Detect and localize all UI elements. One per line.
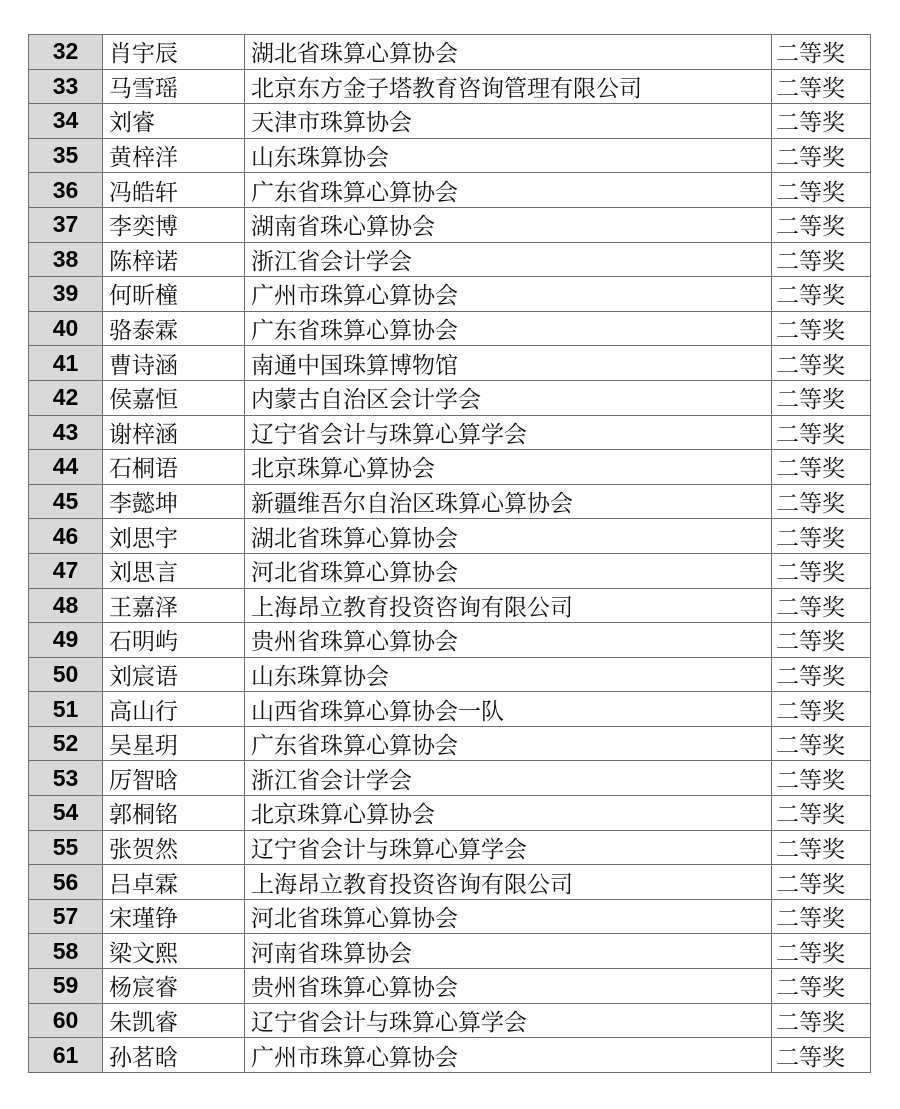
award-level: 二等奖 bbox=[772, 726, 871, 761]
organization-name: 北京珠算心算协会 bbox=[245, 796, 772, 831]
table-row bbox=[29, 173, 871, 208]
organization-name: 山西省珠算心算协会一队 bbox=[245, 692, 772, 727]
organization-name: 北京珠算心算协会 bbox=[245, 450, 772, 485]
award-level: 二等奖 bbox=[772, 934, 871, 969]
award-level: 二等奖 bbox=[772, 277, 871, 312]
rank-number: 38 bbox=[29, 242, 103, 277]
award-level: 二等奖 bbox=[772, 138, 871, 173]
winner-name: 孙茗晗 bbox=[103, 1038, 245, 1073]
rank-number: 45 bbox=[29, 484, 103, 519]
table-row bbox=[29, 934, 871, 969]
award-level: 二等奖 bbox=[772, 311, 871, 346]
winner-name: 王嘉泽 bbox=[103, 588, 245, 623]
organization-name: 新疆维吾尔自治区珠算心算协会 bbox=[245, 484, 772, 519]
organization-name: 内蒙古自治区会计学会 bbox=[245, 380, 772, 415]
table-row bbox=[29, 242, 871, 277]
rank-number: 32 bbox=[29, 35, 103, 70]
table-row bbox=[29, 553, 871, 588]
table-row bbox=[29, 969, 871, 1004]
organization-name: 河北省珠算心算协会 bbox=[245, 553, 772, 588]
rank-number: 47 bbox=[29, 553, 103, 588]
table-row bbox=[29, 450, 871, 485]
rank-number: 54 bbox=[29, 796, 103, 831]
organization-name: 湖南省珠心算协会 bbox=[245, 207, 772, 242]
organization-name: 北京东方金子塔教育咨询管理有限公司 bbox=[245, 69, 772, 104]
organization-name: 辽宁省会计与珠算心算学会 bbox=[245, 1003, 772, 1038]
organization-name: 辽宁省会计与珠算心算学会 bbox=[245, 415, 772, 450]
winner-name: 骆泰霖 bbox=[103, 311, 245, 346]
award-level: 二等奖 bbox=[772, 35, 871, 70]
winner-name: 朱凯睿 bbox=[103, 1003, 245, 1038]
organization-name: 湖北省珠算心算协会 bbox=[245, 35, 772, 70]
winner-name: 李懿坤 bbox=[103, 484, 245, 519]
organization-name: 广东省珠算心算协会 bbox=[245, 311, 772, 346]
award-level: 二等奖 bbox=[772, 623, 871, 658]
table-row bbox=[29, 104, 871, 139]
award-level: 二等奖 bbox=[772, 69, 871, 104]
award-level: 二等奖 bbox=[772, 346, 871, 381]
winner-name: 陈梓诺 bbox=[103, 242, 245, 277]
organization-name: 贵州省珠算心算协会 bbox=[245, 969, 772, 1004]
organization-name: 天津市珠算协会 bbox=[245, 104, 772, 139]
rank-number: 36 bbox=[29, 173, 103, 208]
award-level: 二等奖 bbox=[772, 657, 871, 692]
rank-number: 41 bbox=[29, 346, 103, 381]
organization-name: 山东珠算协会 bbox=[245, 138, 772, 173]
table-row bbox=[29, 588, 871, 623]
winner-name: 石桐语 bbox=[103, 450, 245, 485]
award-level: 二等奖 bbox=[772, 899, 871, 934]
winner-name: 黄梓洋 bbox=[103, 138, 245, 173]
organization-name: 广州市珠算心算协会 bbox=[245, 1038, 772, 1073]
organization-name: 湖北省珠算心算协会 bbox=[245, 519, 772, 554]
table-row bbox=[29, 519, 871, 554]
rank-number: 50 bbox=[29, 657, 103, 692]
table-row bbox=[29, 657, 871, 692]
rank-number: 39 bbox=[29, 277, 103, 312]
award-level: 二等奖 bbox=[772, 415, 871, 450]
winner-name: 侯嘉恒 bbox=[103, 380, 245, 415]
table-row bbox=[29, 1038, 871, 1073]
rank-number: 33 bbox=[29, 69, 103, 104]
organization-name: 河北省珠算心算协会 bbox=[245, 899, 772, 934]
organization-name: 广州市珠算心算协会 bbox=[245, 277, 772, 312]
organization-name: 浙江省会计学会 bbox=[245, 761, 772, 796]
award-level: 二等奖 bbox=[772, 761, 871, 796]
winner-name: 厉智晗 bbox=[103, 761, 245, 796]
winner-name: 杨宸睿 bbox=[103, 969, 245, 1004]
table-row bbox=[29, 69, 871, 104]
award-level: 二等奖 bbox=[772, 553, 871, 588]
rank-number: 51 bbox=[29, 692, 103, 727]
rank-number: 59 bbox=[29, 969, 103, 1004]
table-row bbox=[29, 380, 871, 415]
winner-name: 刘宸语 bbox=[103, 657, 245, 692]
organization-name: 山东珠算协会 bbox=[245, 657, 772, 692]
table-row bbox=[29, 865, 871, 900]
winner-name: 刘睿 bbox=[103, 104, 245, 139]
table-row bbox=[29, 761, 871, 796]
winner-name: 石明屿 bbox=[103, 623, 245, 658]
rank-number: 43 bbox=[29, 415, 103, 450]
table-row bbox=[29, 138, 871, 173]
award-level: 二等奖 bbox=[772, 830, 871, 865]
winner-name: 冯皓轩 bbox=[103, 173, 245, 208]
award-level: 二等奖 bbox=[772, 1038, 871, 1073]
award-level: 二等奖 bbox=[772, 484, 871, 519]
rank-number: 49 bbox=[29, 623, 103, 658]
award-level: 二等奖 bbox=[772, 173, 871, 208]
rank-number: 46 bbox=[29, 519, 103, 554]
award-table bbox=[28, 34, 871, 1073]
organization-name: 上海昂立教育投资咨询有限公司 bbox=[245, 588, 772, 623]
rank-number: 40 bbox=[29, 311, 103, 346]
winner-name: 刘思宇 bbox=[103, 519, 245, 554]
rank-number: 60 bbox=[29, 1003, 103, 1038]
rank-number: 42 bbox=[29, 380, 103, 415]
organization-name: 广东省珠算心算协会 bbox=[245, 173, 772, 208]
winner-name: 宋瑾铮 bbox=[103, 899, 245, 934]
table-row bbox=[29, 415, 871, 450]
organization-name: 南通中国珠算博物馆 bbox=[245, 346, 772, 381]
table-row bbox=[29, 796, 871, 831]
organization-name: 广东省珠算心算协会 bbox=[245, 726, 772, 761]
winner-name: 刘思言 bbox=[103, 553, 245, 588]
table-row bbox=[29, 830, 871, 865]
award-level: 二等奖 bbox=[772, 207, 871, 242]
award-level: 二等奖 bbox=[772, 380, 871, 415]
table-row bbox=[29, 311, 871, 346]
winner-name: 肖宇辰 bbox=[103, 35, 245, 70]
rank-number: 35 bbox=[29, 138, 103, 173]
table-row bbox=[29, 692, 871, 727]
award-level: 二等奖 bbox=[772, 104, 871, 139]
table-row bbox=[29, 207, 871, 242]
winner-name: 马雪瑶 bbox=[103, 69, 245, 104]
award-level: 二等奖 bbox=[772, 242, 871, 277]
award-level: 二等奖 bbox=[772, 1003, 871, 1038]
organization-name: 河南省珠算协会 bbox=[245, 934, 772, 969]
winner-name: 高山行 bbox=[103, 692, 245, 727]
table-row bbox=[29, 346, 871, 381]
award-level: 二等奖 bbox=[772, 450, 871, 485]
award-level: 二等奖 bbox=[772, 519, 871, 554]
award-table-body bbox=[29, 35, 871, 1073]
table-row bbox=[29, 1003, 871, 1038]
rank-number: 58 bbox=[29, 934, 103, 969]
organization-name: 上海昂立教育投资咨询有限公司 bbox=[245, 865, 772, 900]
rank-number: 37 bbox=[29, 207, 103, 242]
rank-number: 61 bbox=[29, 1038, 103, 1073]
organization-name: 辽宁省会计与珠算心算学会 bbox=[245, 830, 772, 865]
rank-number: 34 bbox=[29, 104, 103, 139]
table-row bbox=[29, 623, 871, 658]
table-row bbox=[29, 277, 871, 312]
rank-number: 57 bbox=[29, 899, 103, 934]
organization-name: 贵州省珠算心算协会 bbox=[245, 623, 772, 658]
winner-name: 郭桐铭 bbox=[103, 796, 245, 831]
winner-name: 何昕橦 bbox=[103, 277, 245, 312]
table-row bbox=[29, 726, 871, 761]
award-level: 二等奖 bbox=[772, 588, 871, 623]
winner-name: 张贺然 bbox=[103, 830, 245, 865]
winner-name: 曹诗涵 bbox=[103, 346, 245, 381]
table-row bbox=[29, 484, 871, 519]
organization-name: 浙江省会计学会 bbox=[245, 242, 772, 277]
winner-name: 梁文熙 bbox=[103, 934, 245, 969]
winner-name: 谢梓涵 bbox=[103, 415, 245, 450]
rank-number: 48 bbox=[29, 588, 103, 623]
award-level: 二等奖 bbox=[772, 969, 871, 1004]
winner-name: 吴星玥 bbox=[103, 726, 245, 761]
table-row bbox=[29, 35, 871, 70]
rank-number: 55 bbox=[29, 830, 103, 865]
rank-number: 56 bbox=[29, 865, 103, 900]
award-level: 二等奖 bbox=[772, 692, 871, 727]
rank-number: 44 bbox=[29, 450, 103, 485]
table-row bbox=[29, 899, 871, 934]
award-level: 二等奖 bbox=[772, 865, 871, 900]
winner-name: 吕卓霖 bbox=[103, 865, 245, 900]
winner-name: 李奕博 bbox=[103, 207, 245, 242]
award-level: 二等奖 bbox=[772, 796, 871, 831]
rank-number: 52 bbox=[29, 726, 103, 761]
rank-number: 53 bbox=[29, 761, 103, 796]
